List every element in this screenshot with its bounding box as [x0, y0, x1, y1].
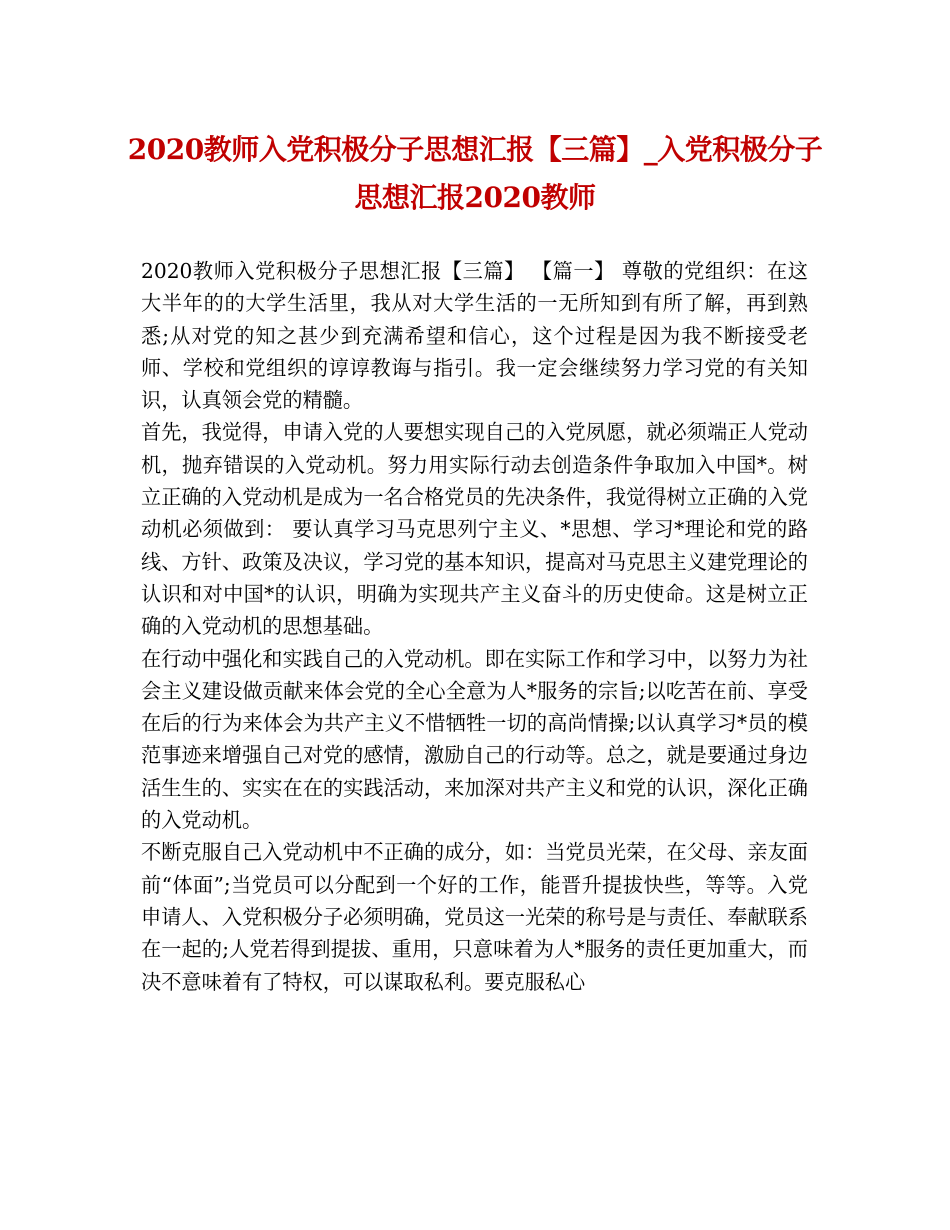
document-body [141, 255, 808, 998]
paragraph-1: 2020教师入党积极分子思想汇报【三篇】 【篇一】 尊敬的党组织：在这大半年的的大学生活里，我从对大学生活的一无所知到有所了解，再到熟悉;从对党的知之甚少到充满希望和信心，这个过程是因为我不断接受老师、学校和党组织的谆谆教诲与指引。我一定会继续努力学习党的有关知识，认真领会党的精髓。 [141, 259, 808, 413]
paragraph-4: 不断克服自己入党动机中不正确的成分，如：当党员光荣，在父母、亲友面前“体面”;当党员可以分配到一个好的工作，能晋升提拔快些，等等。入党申请人、入党积极分子必须明确，党员这一光荣的称号是与责任、奉献联系在一起的;人党若得到提拔、重用，只意味着为人*服务的责任更加重大，而决不意味着有了特权，可以谋取私利。要克服私心 [141, 840, 808, 994]
paragraph-2: 首先，我觉得，申请入党的人要想实现自己的入党夙愿，就必须端正人党动机，抛弃错误的入党动机。努力用实际行动去创造条件争取加入中国*。树立正确的入党动机是成为一名合格党员的先决条件，我觉得树立正确的入党动机必须做到： 要认真学习马克思列宁主义、*思想、学习*理论和党的路线、方针、政策及决议，学习党的基本知识，提高对马克思主义建党理论的认识和对中国*的认识，明确为实现共产主义奋斗的历史使命。这是树立正确的入党动机的思想基础。 [141, 420, 808, 639]
document-title: 2020教师入党积极分子思想汇报【三篇】_入党积极分子思想汇报2020教师 [127, 133, 823, 214]
paragraph-3: 在行动中强化和实践自己的入党动机。即在实际工作和学习中，以努力为社会主义建设做贡献来体会党的全心全意为人*服务的宗旨;以吃苦在前、享受在后的行为来体会为共产主义不惜牺牲一切的高尚情操;以认真学习*员的模范事迹来增强自己对党的感情，激励自己的行动等。总之，就是要通过身边活生生的、实实在在的实践活动，来加深对共产主义和党的认识，深化正确的入党动机。 [141, 646, 808, 833]
